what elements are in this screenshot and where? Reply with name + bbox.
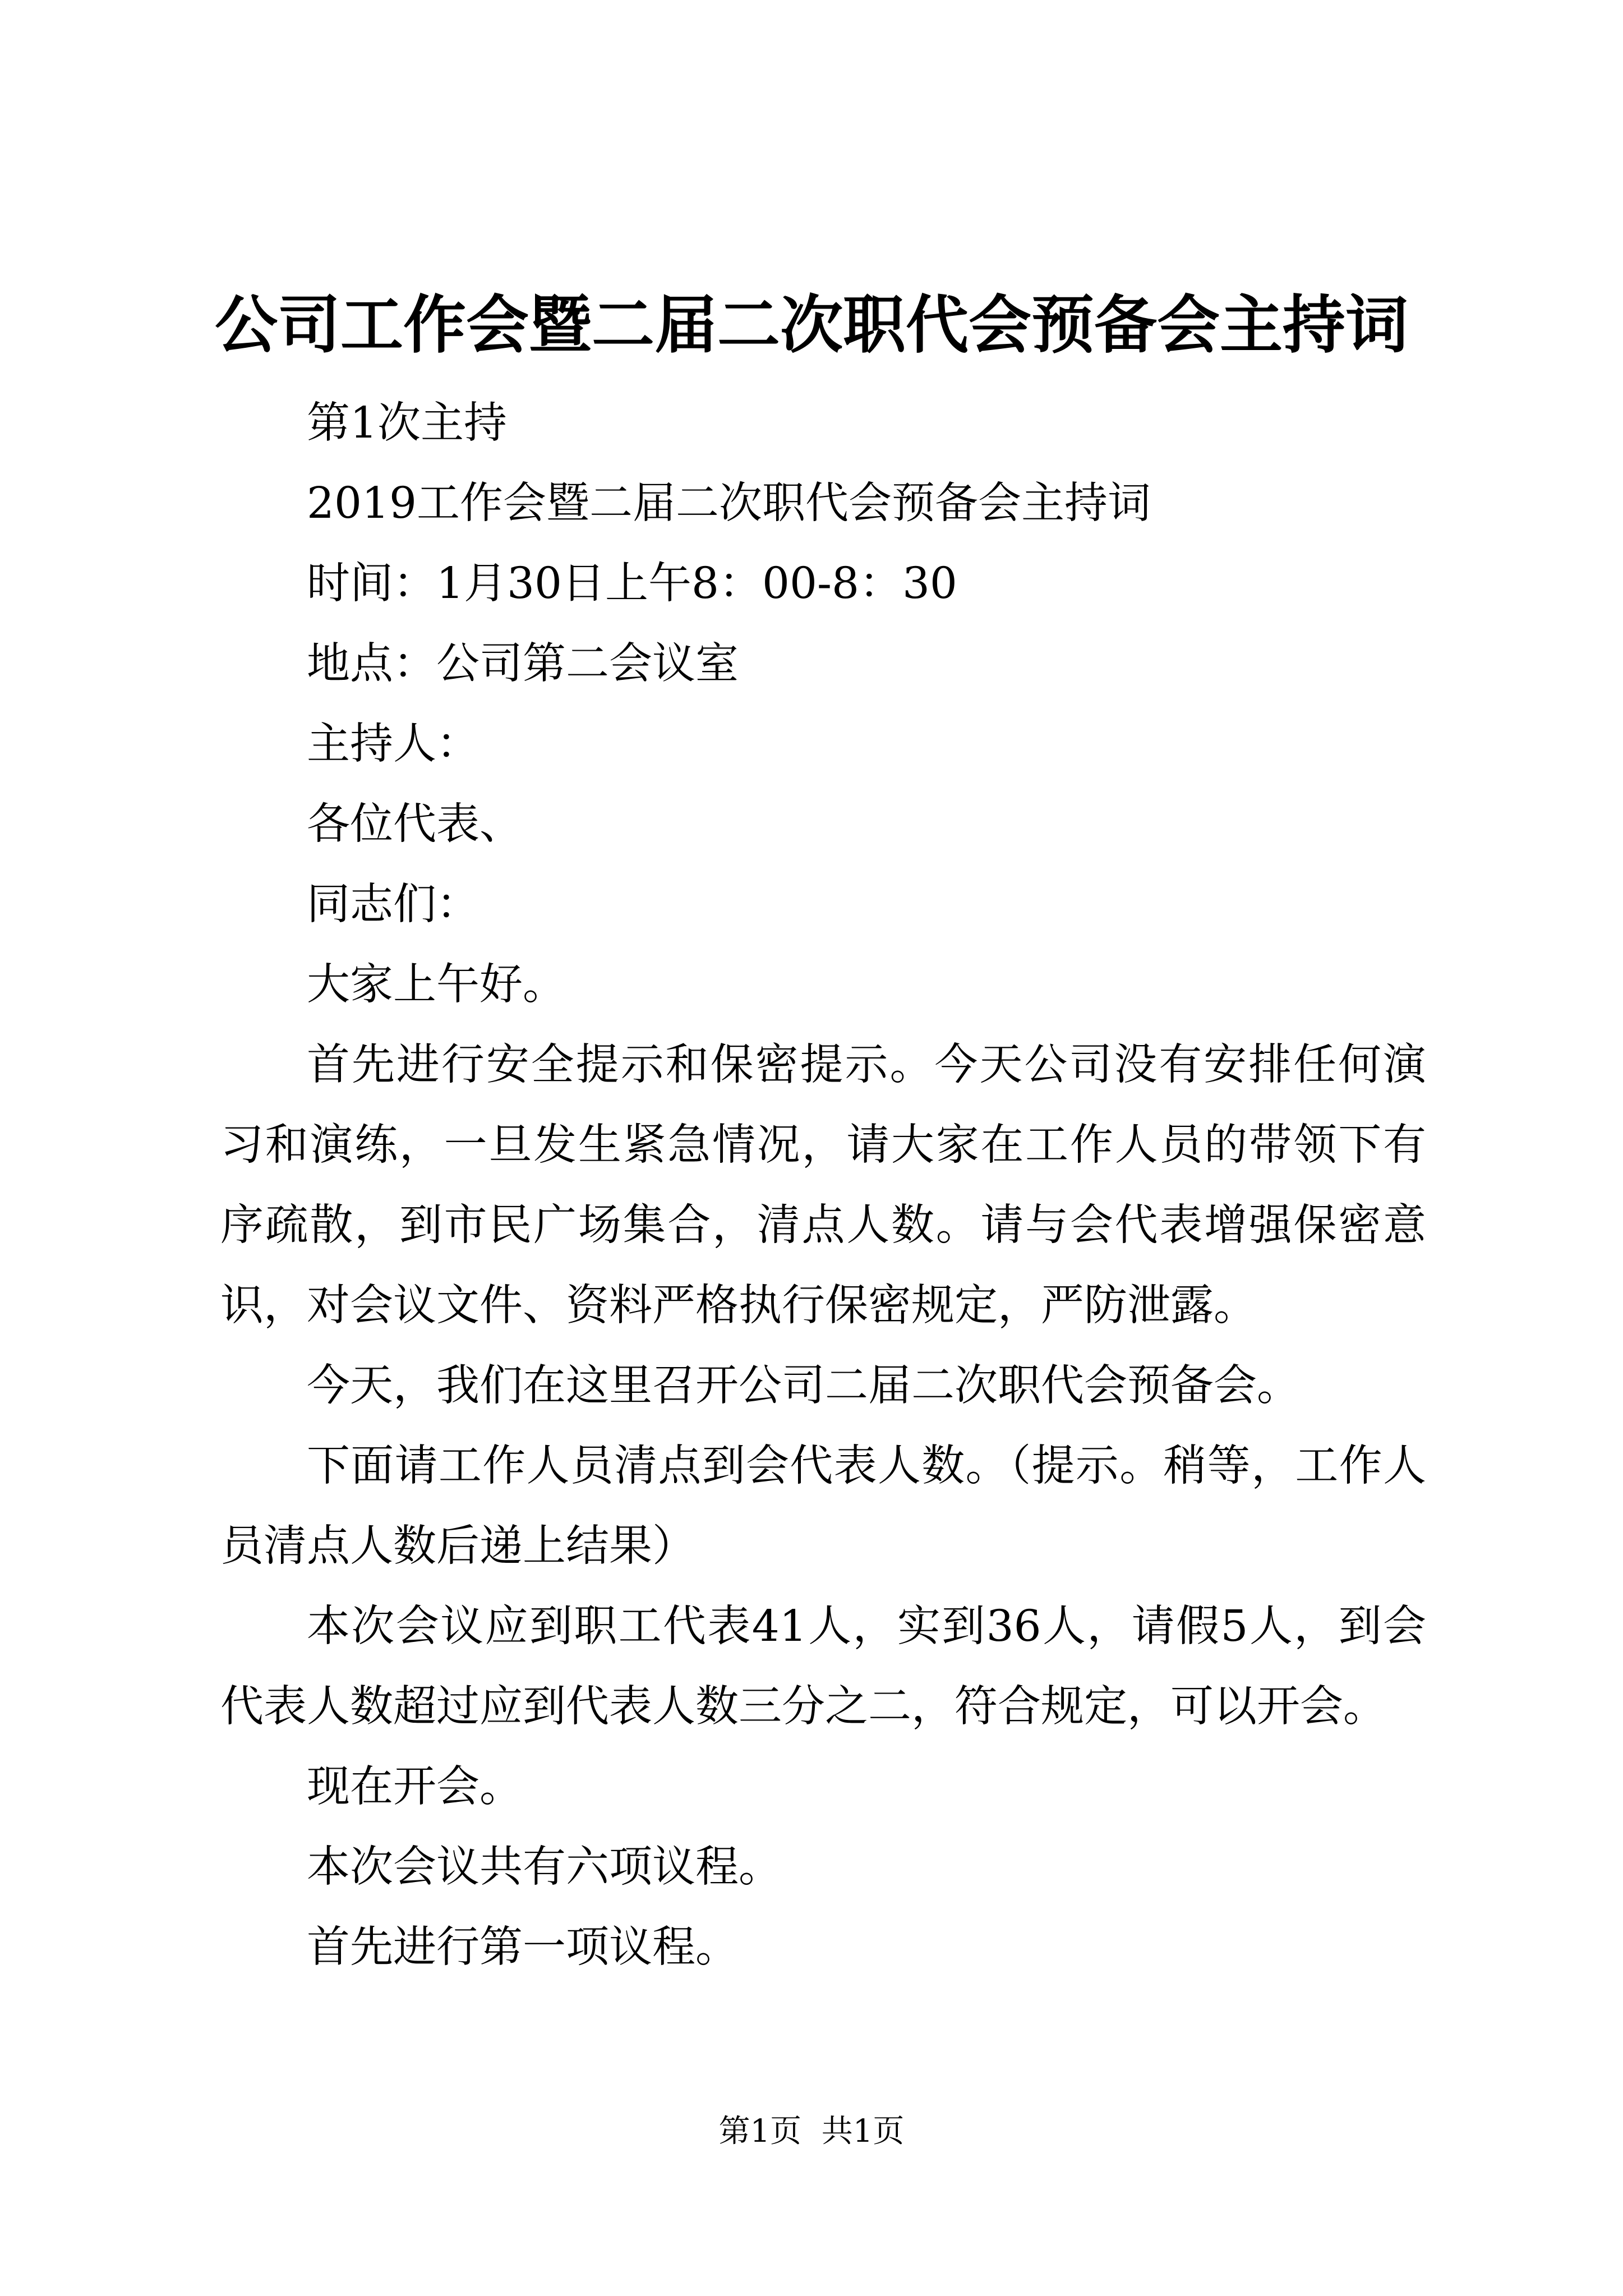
paragraph: 现在开会。: [307, 1762, 523, 1812]
paragraph: 主持人：: [307, 719, 479, 769]
paragraph: 本次会议共有六项议程。: [307, 1842, 782, 1892]
paragraph: 同志们：: [307, 880, 479, 930]
paragraph: 第1次主持: [307, 398, 507, 448]
document-body: [220, 383, 1426, 1987]
paragraph: 地点：公司第二会议室: [307, 639, 739, 689]
paragraph: 本次会议应到职工代表41人，实到36人，请假5人，到会代表人数超过应到代表人数三分之二，符合规定，可以开会。: [220, 1602, 1426, 1732]
paragraph: 首先进行第一项议程。: [307, 1922, 739, 1972]
paragraph: 今天，我们在这里召开公司二届二次职代会预备会。: [307, 1361, 1300, 1411]
page-footer: [0, 2109, 1623, 2154]
paragraph: 各位代表、: [307, 799, 523, 849]
paragraph: 下面请工作人员清点到会代表人数。（提示。稍等，工作人员清点人数后递上结果）: [220, 1441, 1426, 1571]
paragraph: 大家上午好。: [307, 960, 566, 1010]
document-title: 公司工作会暨二届二次职代会预备会主持词: [215, 288, 1408, 362]
page-number: 第1页: [718, 2113, 802, 2150]
page-total: 共1页: [821, 2113, 905, 2150]
paragraph: 2019工作会暨二届二次职代会预备会主持词: [307, 478, 1151, 528]
paragraph: 时间：1月30日上午8：00-8：30: [307, 559, 957, 609]
paragraph: 首先进行安全提示和保密提示。今天公司没有安排任何演习和演练，一旦发生紧急情况，请大家在工作人员的带领下有序疏散，到市民广场集合，清点人数。请与会代表增强保密意识，对会议文件、资料严格执行保密规定，严防泄露。: [220, 1040, 1426, 1331]
